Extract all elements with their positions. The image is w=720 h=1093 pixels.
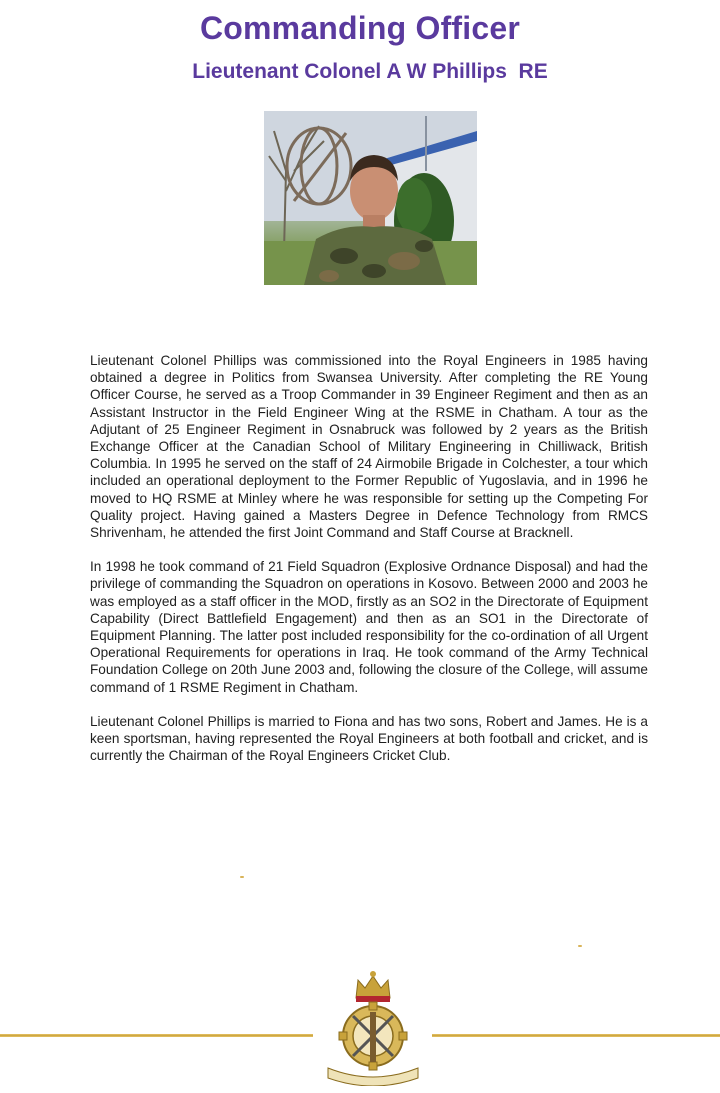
page-title: Commanding Officer bbox=[199, 10, 521, 46]
decorative-speck bbox=[578, 945, 582, 947]
decorative-speck bbox=[240, 876, 244, 878]
officer-portrait bbox=[264, 111, 477, 285]
officer-name: Lieutenant Colonel A W Phillips RE bbox=[192, 60, 548, 83]
gold-rule-left bbox=[0, 1034, 313, 1037]
biography bbox=[90, 352, 648, 781]
biography-paragraph: Lieutenant Colonel Phillips is married to Fiona and has two sons, Robert and James. He is a keen sportsman, having represented the Royal Engineers at both football and cricket, and is currently the Chairman of the Royal Engineers Cricket Club. bbox=[90, 713, 648, 764]
biography-paragraph: Lieutenant Colonel Phillips was commissioned into the Royal Engineers in 1985 having obtained a degree in Politics from Swansea University. After completing the RE Young Officer Course, he served as a Troop Commander in 39 Engineer Regiment and then as an Assistant Instructor in the Field Engineer Wing at the RSME in Chatham. A tour as the Adjutant of 25 Engineer Regiment in Osnabruck was followed by 2 years as the British Exchange Officer at the Canadian School of Military Engineering in Chilliwack, British Columbia. In 1995 he served on the staff of 24 Airmobile Brigade in Colchester, a tour which included an operational deployment to the Former Republic of Yugoslavia, and in 1996 he moved to HQ RSME at Minley where he was responsible for setting up the Competing For Quality project. Having gained a Masters Degree in Defence Technology from RMCS Shrivenham, he attended the first Joint Command and Staff Course at Bracknell. bbox=[90, 353, 648, 541]
gold-rule-right bbox=[432, 1034, 720, 1037]
college-crest-icon bbox=[318, 968, 428, 1086]
biography-paragraph: In 1998 he took command of 21 Field Squadron (Explosive Ordnance Disposal) and had the privilege of commanding the Squadron on operations in Kosovo. Between 2000 and 2003 he was employed as a staff officer in the MOD, firstly as an SO2 in the Directorate of Equipment Capability (Direct Battlefield Engagement) and then as an SO1 in the Directorate of Equipment Planning. The latter post included responsibility for the co-ordination of all Urgent Operational Requirements for operations in Iraq. He took command of the Army Technical Foundation College on 20th June 2003 and, following the closure of the College, will assume command of 1 RSME Regiment in Chatham. bbox=[90, 559, 648, 695]
